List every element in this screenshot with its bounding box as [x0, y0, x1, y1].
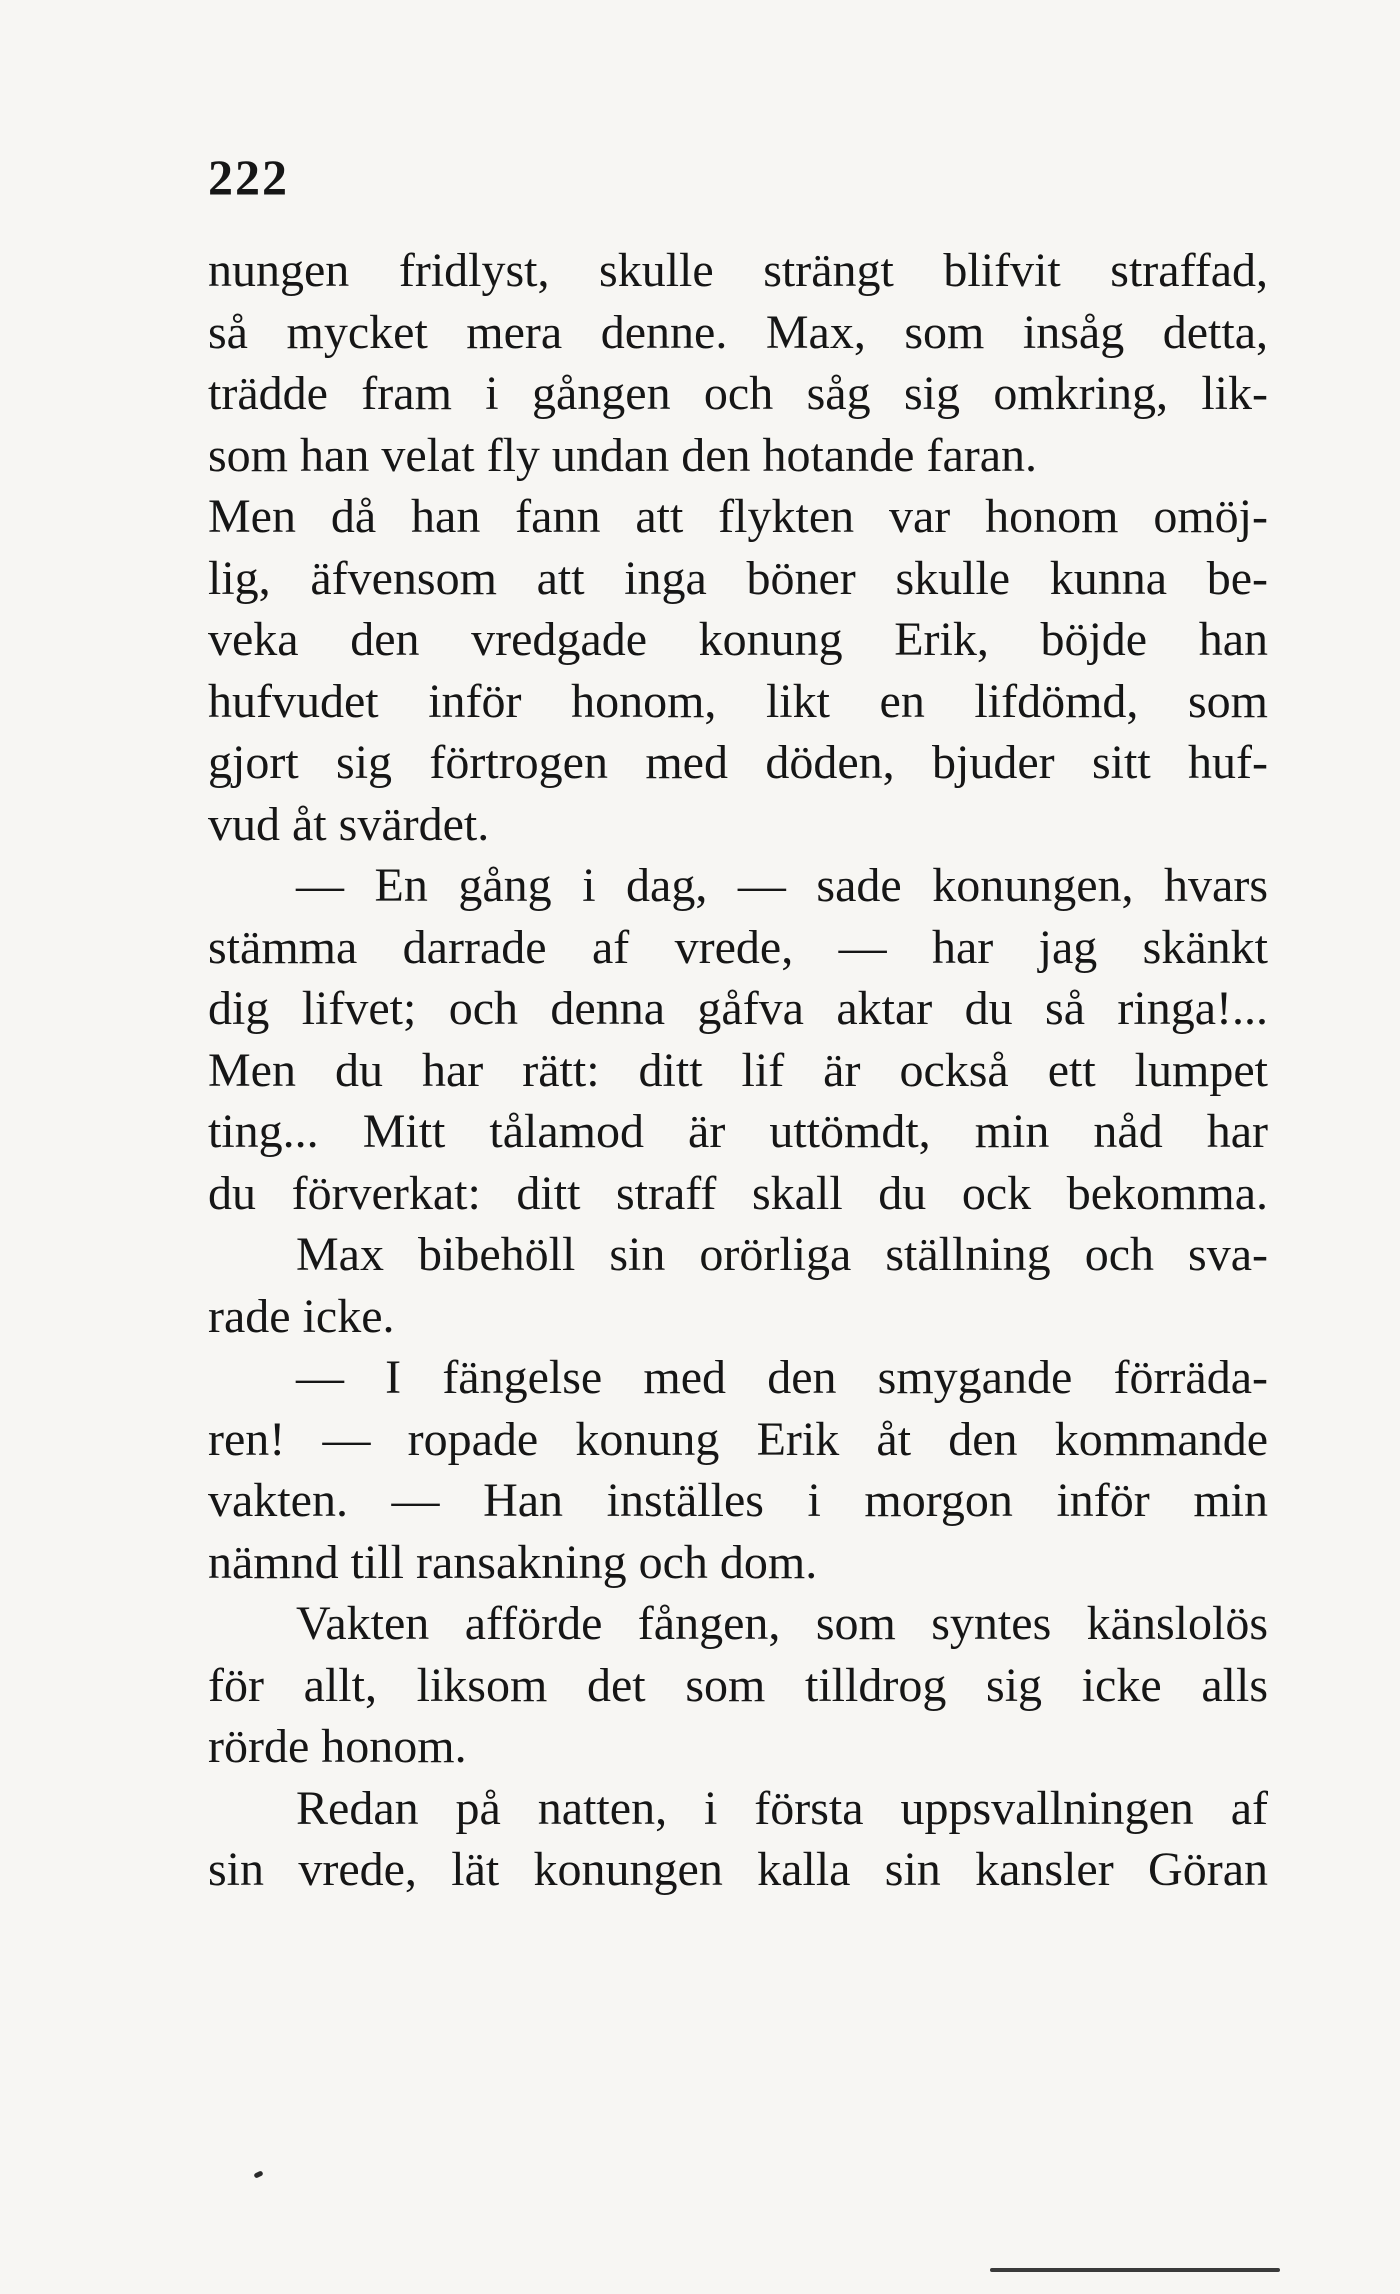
bottom-rule: [990, 2268, 1280, 2272]
text-line: som han velat fly undan den hotande faran.: [208, 428, 1038, 482]
ink-speck: [253, 2170, 263, 2178]
text-line: hufvudet inför honom, likt en lifdömd, som: [208, 674, 1268, 728]
text-line: — I fängelse med den smygande förräda-: [296, 1351, 1268, 1404]
text-line: vud åt svärdet.: [208, 797, 490, 851]
text-line: nämnd till ransakning och dom.: [208, 1535, 818, 1589]
text-line: veka den vredgade konung Erik, böjde han: [208, 613, 1268, 666]
text-line: för allt, liksom det som tilldrog sig icke alls: [208, 1658, 1268, 1712]
text-line: Redan på natten, i första uppsvallningen af: [296, 1781, 1268, 1835]
text-line: dig lifvet; och denna gåfva aktar du så ringa!...: [208, 982, 1268, 1035]
text-line: — En gång i dag, — sade konungen, hvars: [296, 859, 1268, 912]
text-line: sin vrede, lät konungen kalla sin kansler Göran: [208, 1843, 1268, 1896]
text-line: så mycket mera denne. Max, som insåg detta,: [208, 305, 1268, 359]
body-text: [208, 240, 1268, 1901]
text-line: ren! — ropade konung Erik åt den kommande: [208, 1412, 1268, 1466]
page-number: 222: [208, 149, 289, 205]
text-line: rörde honom.: [208, 1720, 467, 1773]
text-line: gjort sig förtrogen med döden, bjuder sitt huf-: [208, 736, 1268, 789]
text-line: trädde fram i gången och såg sig omkring, lik-: [208, 367, 1268, 420]
text-line: Vakten afförde fången, som syntes känslolös: [296, 1597, 1268, 1650]
text-line: vakten. — Han inställes i morgon inför min: [208, 1474, 1268, 1527]
text-line: nungen fridlyst, skulle strängt blifvit straffad,: [208, 244, 1268, 297]
text-line: ting... Mitt tålamod är uttömdt, min nåd har: [208, 1105, 1268, 1158]
text-line: Max bibehöll sin orörliga ställning och sva-: [296, 1228, 1268, 1281]
text-line: lig, äfvensom att inga böner skulle kunna be-: [208, 551, 1268, 605]
text-line: stämma darrade af vrede, — har jag skänkt: [208, 920, 1268, 974]
text-line: du förverkat: ditt straff skall du ock bekomma.: [208, 1166, 1268, 1220]
text-line: rade icke.: [208, 1289, 395, 1343]
text-line: Men då han fann att flykten var honom omöj-: [208, 490, 1268, 543]
text-line: Men du har rätt: ditt lif är också ett lumpet: [208, 1043, 1268, 1097]
